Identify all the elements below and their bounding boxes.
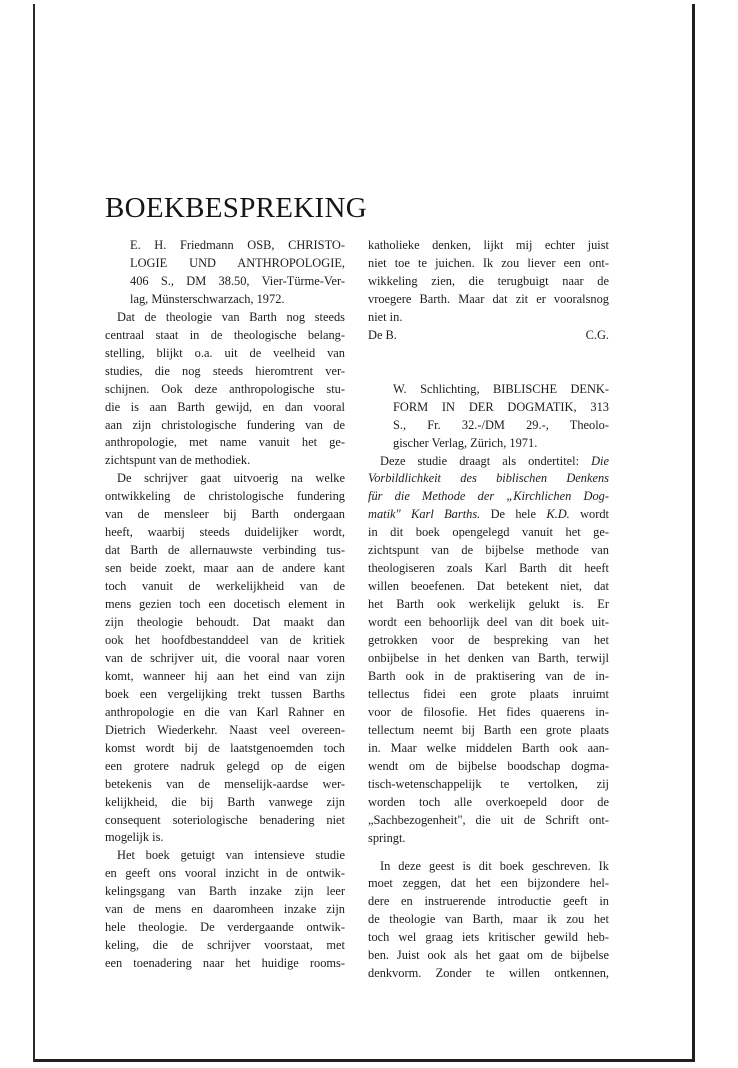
text-line: zichtspunt van de methodiek. — [105, 453, 251, 468]
text-line: ontwikkeling de christologische fundering — [105, 489, 345, 504]
text-line: ben. Juist ook als het gaat om de bijbelse — [368, 948, 609, 963]
spacer — [368, 345, 609, 381]
text-line: keling, die de schrijver voorstaat, met — [105, 938, 345, 953]
text-line: dat Barth de allernauwste verbinding tus- — [105, 543, 345, 558]
citation-line: E. H. Friedmann OSB, CHRISTO- — [130, 238, 345, 252]
text-line: mogelijk is. — [105, 830, 164, 845]
review1-citation — [105, 237, 345, 309]
text-line: boek een vergelijking trekt tussen Barths — [105, 686, 345, 701]
review1-paragraph-3 — [105, 847, 345, 973]
right-column — [368, 237, 609, 983]
text-line: Dietrich Wiederkehr. Naast veel overeen- — [105, 722, 345, 737]
text-run: wordt — [569, 507, 609, 522]
text-line — [368, 506, 609, 524]
text-line: stelling, blijkt o.a. uit de veelheid van — [105, 345, 345, 360]
signature-place: De B. — [368, 327, 397, 342]
text-line: kelijkheid, die bij Barth vanwege zijn — [105, 794, 345, 809]
text-line: een grotere nadruk gelegd op de eigen — [105, 758, 345, 773]
text-line: het Barth ook werkelijk gelukt is. Er — [368, 597, 609, 612]
text-line: heeft, waarbij steeds duidelijker wordt, — [105, 525, 345, 540]
text-line: anthropologie en die van Karl Rahner en — [105, 704, 345, 719]
subtitle-run: matik" Karl Barths. — [368, 507, 481, 522]
text-line: niet in. — [368, 309, 403, 324]
subtitle-run: Die — [591, 453, 609, 468]
citation-line: lag, Münsterschwarzach, 1972. — [130, 291, 285, 306]
text-line: en geeft ons vooral inzicht in de ontwik- — [105, 866, 345, 881]
text-line: sen beide zoekt, maar aan de andere kant — [105, 561, 345, 576]
text-line: kelingsgang van Barth inzake zijn leer — [105, 884, 345, 899]
text-line: worden toch alle overkoepeld door de — [368, 794, 609, 809]
text-line: wendt om de bijbelse boodschap dogma- — [368, 758, 609, 773]
text-line: studies, die nog steeds hieromtrent ver- — [105, 363, 345, 378]
citation-line: W. Schlichting, BIBLISCHE DENK- — [393, 381, 609, 396]
text-line: schijnen. Ook deze anthropologische stu- — [105, 381, 345, 396]
subtitle-line: Vorbildlichkeit des biblischen Denkens — [368, 471, 609, 486]
text-line: die is aan Barth gewijd, en dan vooral — [105, 399, 345, 414]
text-line: zijn theologie behoudt. Dat maakt dan — [105, 615, 345, 630]
text-line: komt, wanneer hij aan het eind van zijn — [105, 668, 345, 683]
citation-line: gischer Verlag, Zürich, 1971. — [393, 435, 538, 450]
text-line: aan zijn christologische fundering van de — [105, 417, 345, 432]
text-line: anthropologie, met name vanuit het ge- — [105, 435, 345, 450]
text-line: De schrijver gaat uitvoerig na welke — [117, 471, 345, 486]
text-line — [368, 453, 609, 471]
left-column — [105, 237, 345, 973]
citation-line: LOGIE UND ANTHROPOLOGIE, — [130, 255, 345, 270]
text-line: komst wordt bij de laatstgenoemden toch — [105, 740, 345, 755]
text-line: in dit boek opengelegd vanuit het ge- — [368, 525, 609, 540]
text-line: katholieke denken, lijkt mij echter juist — [368, 238, 609, 252]
text-line: dere en instruerende introductie geeft in — [368, 894, 609, 909]
review1-paragraph-1 — [105, 309, 345, 471]
text-line: onbijbelse in het denken van Barth, terwijl — [368, 651, 609, 666]
text-line: van de mens en daaromheen inzake zijn — [105, 902, 345, 917]
text-line: „Sachbezogenheit", die uit de Schrift ont- — [368, 812, 609, 827]
text-line: willen beoefenen. Dat betekent niet, dat — [368, 579, 609, 594]
text-line: toch wel graag iets kritischer gewild heb- — [368, 930, 609, 945]
text-line: theologiseren zoals Karl Barth dit heeft — [368, 561, 609, 576]
text-line: tisch-wetenschappelijk te vertolken, zij — [368, 776, 609, 791]
review1-signature — [368, 327, 609, 345]
text-line: mens gezien toch een docetisch element in — [105, 597, 345, 612]
text-line: zichtspunt van de bijbelse methode van — [368, 543, 609, 558]
text-line: wordt een behoorlijk deel van dit boek uit- — [368, 615, 609, 630]
section-heading: BOEKBESPREKING — [105, 192, 367, 224]
text-line: Barth ook in de praktisering van de in- — [368, 668, 609, 683]
review2-paragraph-1 — [368, 453, 609, 848]
kd-abbreviation: K.D. — [546, 507, 570, 522]
text-line: tellectum neemt bij Barth een grote plaats — [368, 722, 609, 737]
review2-citation — [368, 381, 609, 453]
review1-continuation — [368, 237, 609, 327]
citation-line: 406 S., DM 38.50, Vier-Türme-Ver- — [130, 273, 345, 288]
text-line: voor de filosofie. Het fides quaerens in- — [368, 704, 609, 719]
text-run: Deze studie draagt als ondertitel: — [380, 453, 592, 468]
text-line: denkvorm. Zonder te willen ontkennen, — [368, 966, 609, 981]
citation-line: S., Fr. 32.-/DM 29.-, Theolo- — [393, 417, 609, 432]
text-line: betekenis van de menselijk-aardse wer- — [105, 776, 345, 791]
text-line: ook het hoofdbestanddeel van de kritiek — [105, 632, 345, 647]
text-line: Het boek getuigt van intensieve studie — [117, 848, 345, 863]
text-line: In deze geest is dit boek geschreven. Ik — [380, 858, 609, 873]
text-line: tellectus fidei een grote plaats inruimt — [368, 686, 609, 701]
text-line: Dat de theologie van Barth nog steeds — [117, 309, 345, 324]
text-line: moet zeggen, dat het een bijzondere hel- — [368, 876, 609, 891]
text-line: vroegere Barth. Maar dat zit er vooralsnog — [368, 291, 609, 306]
text-line: centraal staat in de theologische belang- — [105, 327, 345, 342]
text-run: De hele — [480, 507, 547, 522]
subtitle-line: für die Methode der „Kirchlichen Dog- — [368, 489, 609, 504]
text-line: de theologie van Barth, maar ik zou het — [368, 912, 609, 927]
text-line: hele theologie. De verdergaande ontwik- — [105, 920, 345, 935]
text-line: wikkeling zien, die terugbuigt naar de — [368, 273, 609, 288]
review1-paragraph-2 — [105, 470, 345, 847]
text-line: niet toe te juichen. Ik zou liever een ont- — [368, 255, 609, 270]
review2-paragraph-2 — [368, 858, 609, 984]
text-line: getrokken voor de bespreking van het — [368, 633, 609, 648]
text-line: consequent soteriologische benadering niet — [105, 812, 345, 827]
text-line: springt. — [368, 830, 406, 845]
text-line: een toenadering naar het huidige rooms- — [105, 956, 345, 971]
text-line: toch vanuit de werkelijkheid van de — [105, 579, 345, 594]
text-line: in. Maar welke middelen Barth ook aan- — [368, 740, 609, 755]
spacer — [368, 848, 609, 858]
signature-initials: C.G. — [585, 327, 609, 342]
text-line: van de schrijver uit, die vooral naar voren — [105, 650, 345, 665]
citation-line: FORM IN DER DOGMATIK, 313 — [393, 399, 609, 414]
text-line: van de mensleer bij Barth ondergaan — [105, 507, 345, 522]
